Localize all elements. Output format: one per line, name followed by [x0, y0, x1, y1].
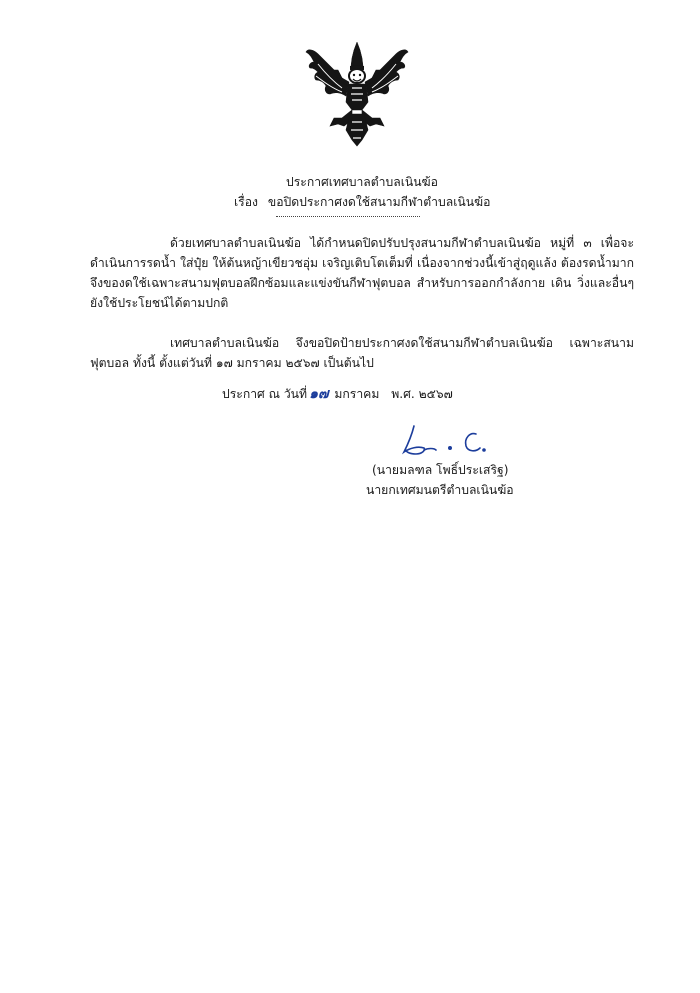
body-paragraph-2: เทศบาลตำบลเนินฆ้อ จึงขอปิดป้ายประกาศงดใช้สนามกีฬาตำบลเนินฆ้อ เฉพาะสนามฟุตบอล ทั้งนี้ ตั้งแต่วันที่ ๑๗ มกราคม ๒๕๖๗ เป็นต้นไป	[90, 336, 634, 370]
signer-name: (นายมลฑล โพธิ์ประเสริฐ)	[372, 463, 509, 477]
date-month: มกราคม	[334, 387, 380, 401]
date-prefix: ประกาศ ณ วันที่	[222, 387, 308, 401]
body-paragraph-1: ด้วยเทศบาลตำบลเนินฆ้อ ได้กำหนดปิดปรับปรุงสนามกีฬาตำบลเนินฆ้อ หมู่ที่ ๓ เพื่อจะดำเนินการรดน้ำ ใส่ปุ๋ย ให้ต้นหญ้าเขียวชอุ่ม เจริญเติบโตเต็มที่ เนื่องจากช่วงนี้เข้าสู่ฤดูแล้ง ต้องรดน้ำมาก จึงของดใช้เฉพาะสนามฟุตบอลฝึกซ้อมและแข่งขันกีฬาฟุตบอล สำหรับการออกกำลังกาย เดิน วิ่งและอื่นๆ ยังใช้ประโยชน์ได้ตามปกติ	[90, 236, 634, 310]
dotted-divider	[276, 216, 420, 217]
announcement-date	[222, 386, 453, 402]
announcement-title: ประกาศเทศบาลตำบลเนินฆ้อ	[286, 175, 438, 189]
handwritten-signature	[392, 418, 502, 464]
announcement-subject	[234, 194, 490, 210]
date-year: ๒๕๖๗	[418, 387, 453, 401]
date-era: พ.ศ.	[391, 387, 415, 401]
subject-label: เรื่อง	[234, 195, 258, 209]
signer-position: นายกเทศมนตรีตำบลเนินฆ้อ	[366, 483, 514, 497]
handwritten-day: ๑๗	[309, 386, 329, 402]
garuda-emblem-icon	[302, 40, 412, 148]
subject-text: ขอปิดประกาศงดใช้สนามกีฬาตำบลเนินฆ้อ	[267, 195, 491, 209]
